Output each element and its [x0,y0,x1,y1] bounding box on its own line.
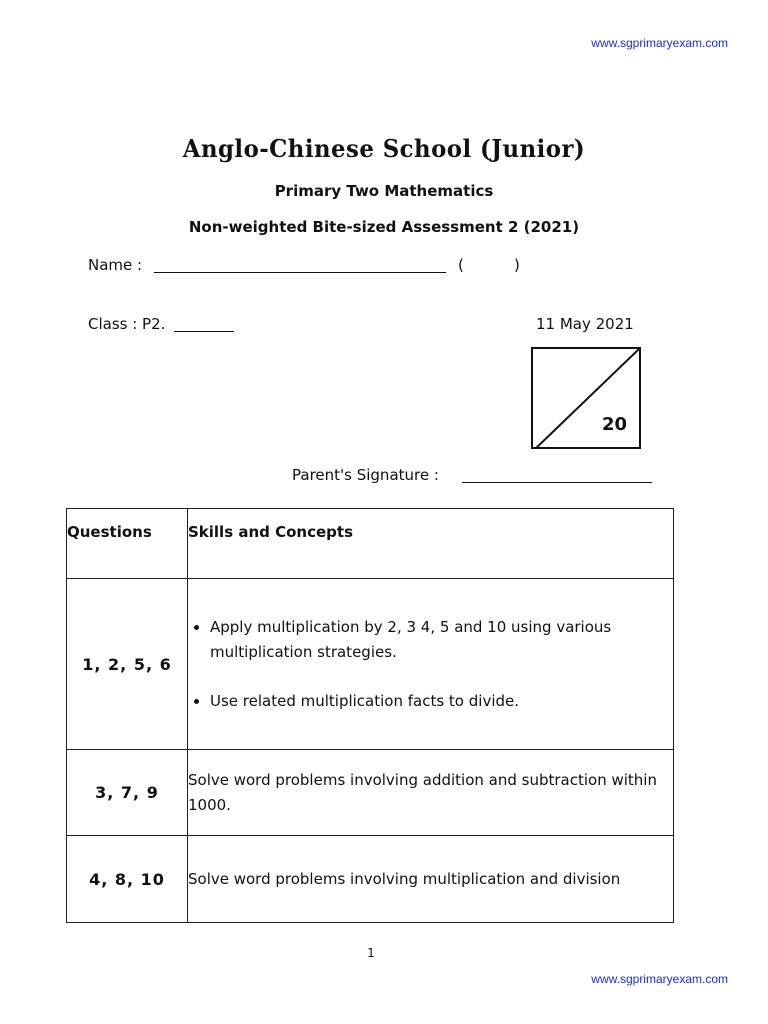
class-label: Class : P2. [88,315,166,333]
page-number: 1 [367,946,375,960]
skills-cell: Solve word problems involving addition and subtraction within 1000. [188,750,674,836]
questions-cell: 4, 8, 10 [67,836,188,923]
assessment-date: 11 May 2021 [536,315,634,333]
table-row [67,579,674,750]
skills-header: Skills and Concepts [188,509,674,579]
table-header-row [67,509,674,579]
questions-header: Questions [67,509,188,579]
score-box [531,347,641,449]
watermark-link-bottom[interactable]: www.sgprimaryexam.com [591,972,728,986]
table-row [67,750,674,836]
parent-signature-label: Parent's Signature : [292,466,439,484]
table-row [67,836,674,923]
name-label: Name : [88,256,143,274]
register-paren-open: ( [458,256,464,274]
school-name: Anglo-Chinese School (Junior) [182,134,586,163]
parent-signature-line[interactable] [462,482,652,483]
questions-cell: 1, 2, 5, 6 [67,579,188,750]
skill-bullet: • Apply multiplication by 2, 3 4, 5 and 10 using various multiplication strategies. [210,615,673,665]
skills-cell: Solve word problems involving multiplication and division [188,836,674,923]
questions-cell: 3, 7, 9 [67,750,188,836]
skills-bullet-list [188,615,673,714]
assessment-title: Non-weighted Bite-sized Assessment 2 (2021) [188,218,580,236]
skills-cell [188,579,674,750]
subject-title: Primary Two Mathematics [274,182,494,200]
score-total: 20 [601,414,627,435]
name-line[interactable] [154,272,446,273]
register-paren-close: ) [514,256,520,274]
skill-bullet: • Use related multiplication facts to divide. [210,689,673,714]
class-line[interactable] [174,331,234,332]
skills-table [66,508,674,923]
watermark-link-top[interactable]: www.sgprimaryexam.com [591,36,728,50]
